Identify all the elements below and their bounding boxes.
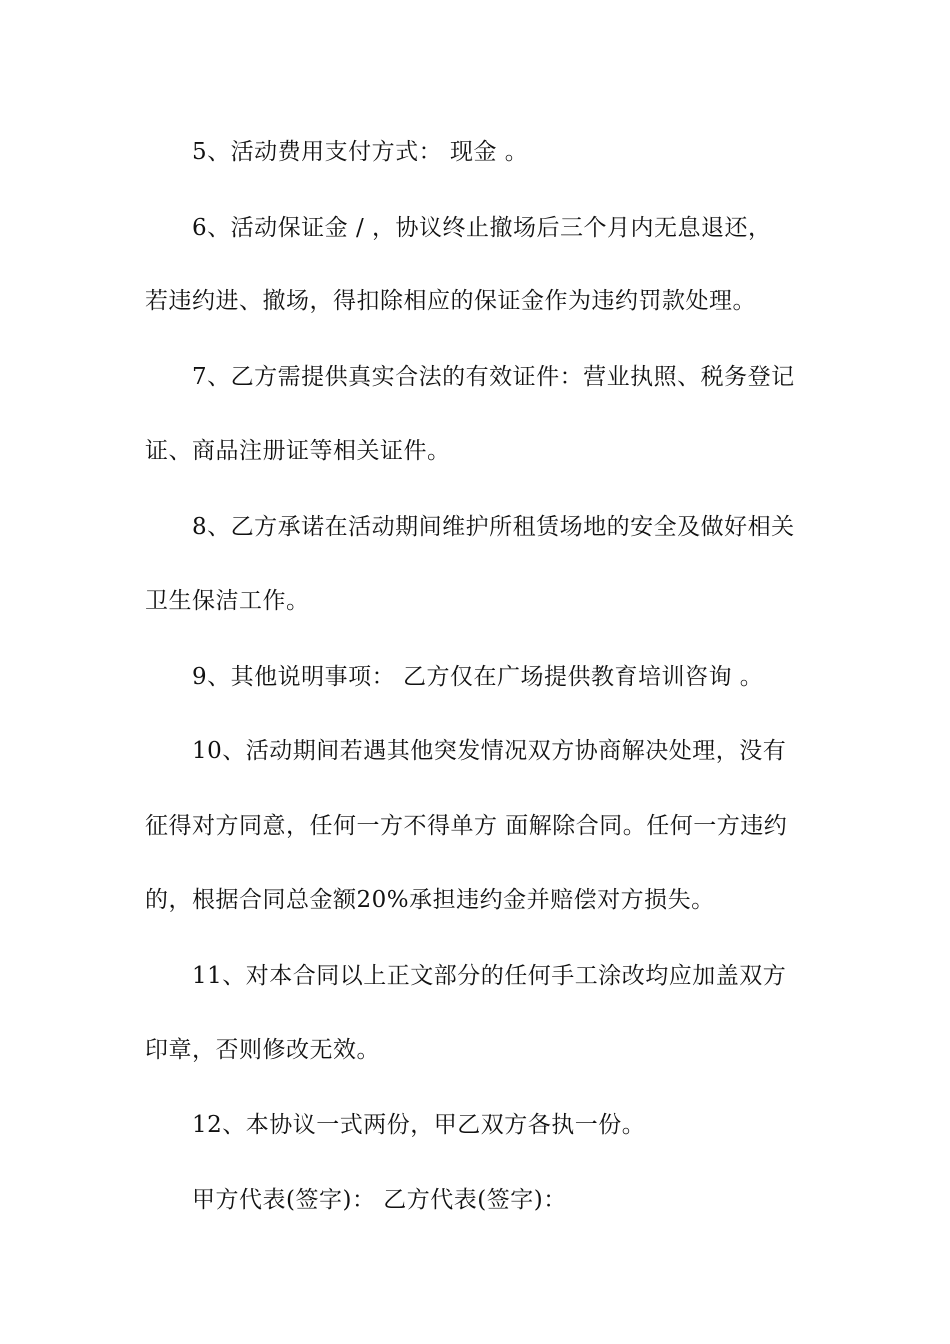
clause-11-alterations-line-1: 11、对本合同以上正文部分的任何手工涂改均应加盖双方 [192,963,787,989]
signature-line: 甲方代表(签字)： 乙方代表(签字)： [192,1187,567,1213]
clause-9-other-notes: 9、其他说明事项： 乙方仅在广场提供教育培训咨询 。 [192,664,764,690]
clause-10-emergency-line-3: 的，根据合同总金额20%承担违约金并赔偿对方损失。 [145,887,715,913]
clause-8-safety-line-2: 卫生保洁工作。 [145,588,310,614]
clause-12-copies: 12、本协议一式两份，甲乙双方各执一份。 [192,1112,646,1138]
clause-5-payment-method: 5、活动费用支付方式： 现金 。 [192,139,529,165]
clause-7-documents-line-2: 证、商品注册证等相关证件。 [145,438,451,464]
clause-8-safety-line-1: 8、乙方承诺在活动期间维护所租赁场地的安全及做好相关 [192,514,795,540]
clause-10-emergency-line-1: 10、活动期间若遇其他突发情况双方协商解决处理，没有 [192,738,787,764]
clause-10-emergency-line-2: 征得对方同意，任何一方不得单方 面解除合同。任何一方违约 [145,813,788,839]
clause-7-documents-line-1: 7、乙方需提供真实合法的有效证件：营业执照、税务登记 [192,364,795,390]
clause-6-deposit-line-2: 若违约进、撤场，得扣除相应的保证金作为违约罚款处理。 [145,288,756,314]
clause-6-deposit-line-1: 6、活动保证金 / ，协议终止撤场后三个月内无息退还， [192,215,772,241]
clause-11-alterations-line-2: 印章，否则修改无效。 [145,1037,380,1063]
